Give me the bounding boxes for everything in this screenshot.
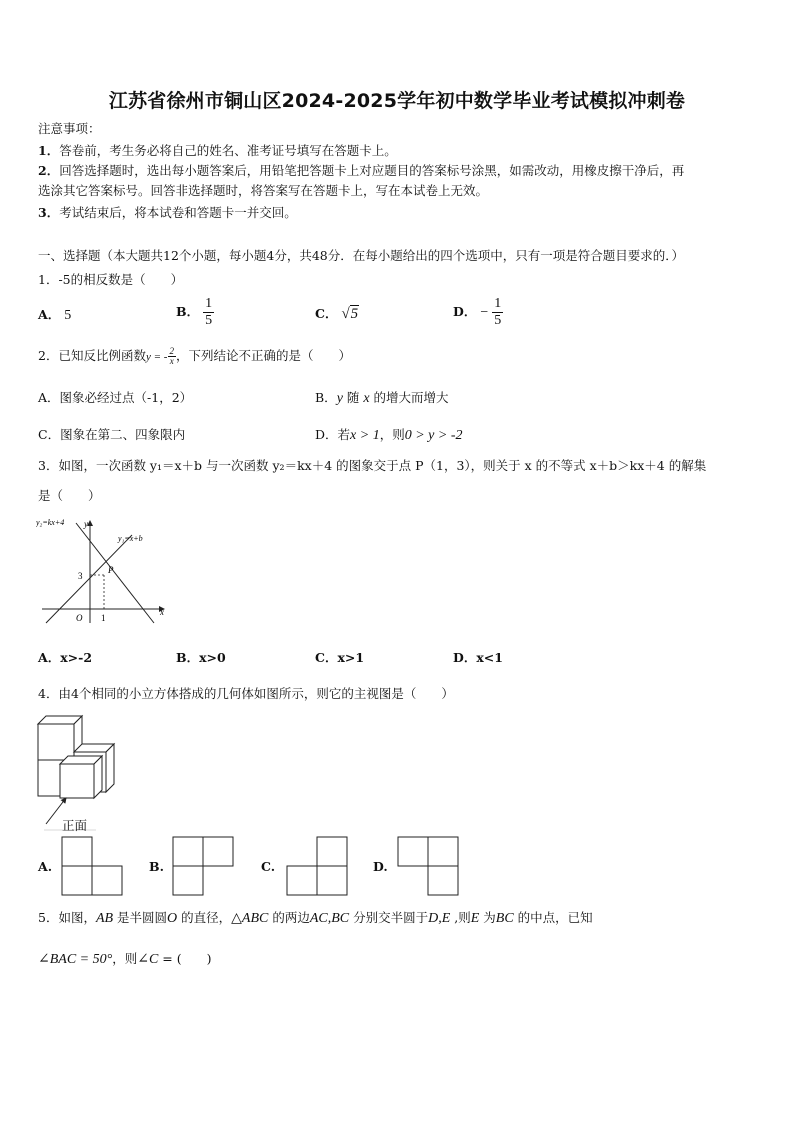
notice-item-number: 1． [38,143,60,158]
result: 0 > y > -2 [404,428,463,443]
option-label: D．若 [315,427,351,442]
q4-option-b-view [172,836,234,896]
stem-text: ，下列结论不正确的是（ ） [175,348,351,363]
angle-c: ∠C [137,952,159,967]
notice-item-2-cont: 选涂其它答案标号。回答非选择题时，将答案写在答题卡上，写在本试卷上无效。 [38,183,489,198]
q1-option-c [315,306,359,322]
q4-option-d-view [397,836,459,896]
cube-front-face [38,724,74,760]
points-d-e: D,E [428,911,451,926]
segment-bc: BC [495,911,514,926]
notice-item-number: 2． [38,163,60,178]
cube-front-face [60,764,94,798]
stem-text: 的中点，已知 [513,910,593,925]
tick-1: 1 [101,613,106,623]
denominator: x [169,356,174,366]
stem-text: 的直径， [177,910,232,925]
label-p: P [108,565,114,575]
stem-text: ,则 [450,910,471,925]
stem-text: 2．已知反比例函数 [38,348,146,363]
stem-text: 的增大而增大 [369,390,449,405]
question-3-stem-line2: 是（ ） [38,488,101,503]
denominator: 5 [205,313,213,328]
q2-option-b [315,390,449,407]
q4-option-d-label: D. [373,859,388,874]
notice-item-2 [38,163,684,179]
option-label: B． [176,304,200,319]
section-heading: 一、选择题（本大题共12个小题，每小题4分，共48分．在每小题给出的四个选项中，只有一项是符合题目要求的．） [38,248,685,263]
triangle-abc: △ABC [231,911,269,926]
numerator: 1 [494,296,502,311]
q3-option-b: B．x>0 [176,650,226,665]
notice-item-1 [38,143,397,159]
q2-option-a: A．图象必经过点（-1，2） [38,390,193,405]
label-y2: y₂=kx+4 [36,518,65,527]
notice-item-text: 答卷前，考生务必将自己的姓名、准考证号填写在答题卡上。 [59,143,397,158]
minus-sign: − [480,305,489,320]
q4-option-c-view [286,836,348,896]
angle-bac: ∠BAC = 50° [38,952,113,967]
stem-text: ，则 [379,427,405,442]
question-4-stem: 4．由4个相同的小立方体搭成的几何体如图所示，则它的主视图是（ ） [38,686,454,701]
fraction [492,296,503,329]
question-1-stem: 1．-5的相反数是（ ） [38,272,184,287]
var-y: y [336,391,343,406]
segment-ab: AB [95,911,114,926]
option-label: B． [315,390,337,405]
q1-option-d [453,296,503,329]
center-o: O [167,911,178,926]
q3-graph [36,515,176,627]
q2-option-d [315,427,463,444]
stem-text: 随 [342,390,364,405]
stem-text: ，则 [112,951,138,966]
notice-item-text: 回答选择题时，选出每小题答案后，用铅笔把答题卡上对应题目的答案标号涂黑，如需改动，用橡皮擦干净后，再 [59,163,685,178]
page-title: 江苏省徐州市铜山区2024-2025学年初中数学毕业考试模拟冲刺卷 [108,90,686,112]
question-5-stem-line2 [38,951,212,968]
stem-text: 为 [479,910,496,925]
question-3-stem-line1: 3．如图，一次函数 y₁＝x＋b 与一次函数 y₂＝kx＋4 的图象交于点 P（1，3），则关于 x 的不等式 x＋b＞kx＋4 的解集 [38,458,707,473]
stem-text: = ( ) [158,951,212,966]
numerator: 2 [169,346,174,356]
sides-ac-bc: AC,BC [309,911,350,926]
q4-option-b-label: B. [149,859,164,874]
denominator: 5 [494,313,502,328]
cube-side-face [94,756,102,798]
notice-item-text: 考试结束后，将本试卷和答题卡一并交回。 [59,205,297,220]
var-x: x [363,391,370,406]
notice-item-number: 3． [38,205,60,220]
notice-item-3 [38,205,297,221]
function-lhs: y = - [145,351,168,363]
radicand: 5 [350,306,359,322]
sqrt-expression: √5 [341,306,359,322]
condition: x > 1 [350,428,380,443]
q1-option-a [38,307,71,324]
q4-solid-figure [36,712,118,832]
notice-heading: 注意事项： [38,121,101,136]
option-label: D． [453,304,477,319]
q4-option-a-view [61,836,123,896]
option-label: A． [38,307,61,322]
front-label: 正面 [62,818,88,833]
label-y-axis: y [84,519,88,529]
q2-option-c: C．图象在第二、四象限内 [38,427,186,442]
tick-3: 3 [78,571,83,581]
point-e: E [470,911,480,926]
label-x-axis: x [160,607,164,617]
stem-text: 的两边 [268,910,310,925]
stem-text: 分别交半圆于 [349,910,429,925]
q4-option-a-label: A. [38,859,53,874]
stem-text: 5．如图， [38,910,96,925]
fraction [203,296,214,329]
question-2-stem [38,347,351,366]
q3-option-c: C．x>1 [315,650,365,665]
option-label: C． [315,306,338,321]
label-y1: y₁=x+b [118,534,143,543]
q4-option-c-label: C. [261,859,276,874]
stem-text: 是半圆圆 [113,910,168,925]
q3-option-d: D．x<1 [453,650,503,665]
q3-option-a: A．x>-2 [38,650,93,665]
numerator: 1 [205,296,213,311]
cube-side-face [106,744,114,792]
question-5-stem-line1 [38,910,593,927]
q1-option-b [176,296,214,329]
label-origin: O [76,613,83,623]
option-value: 5 [64,308,72,323]
fraction [167,347,176,366]
